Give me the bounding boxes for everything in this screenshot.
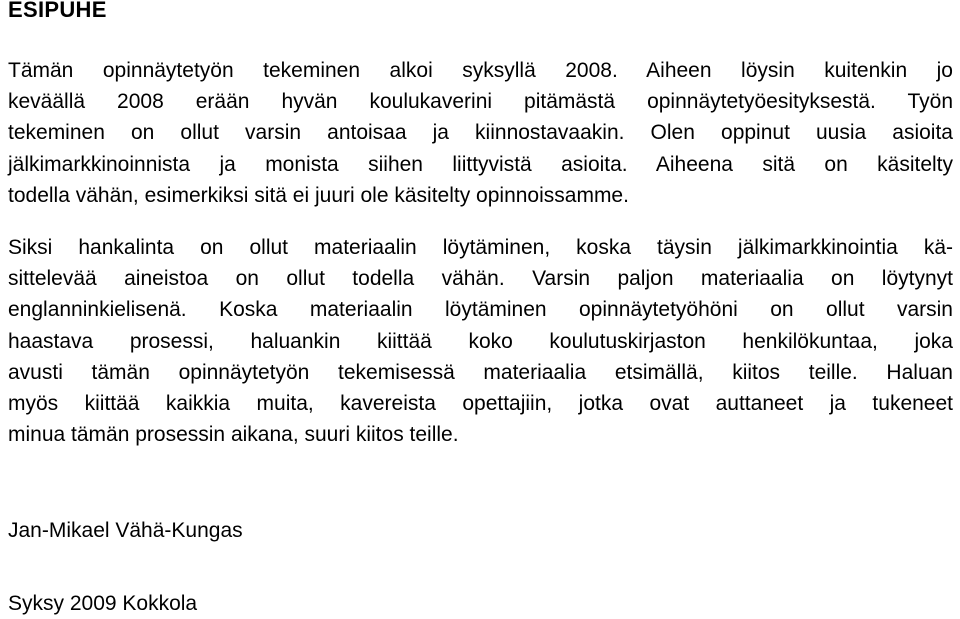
paragraph-line: minua tämän prosessin aikana, suuri kiitos teille. <box>8 423 459 447</box>
page-heading: ESIPUHE <box>8 0 107 22</box>
author-name: Jan-Mikael Vähä-Kungas <box>8 519 243 542</box>
paragraph-line: jälkimarkkinoinnista ja monista siihen liittyvistä asioita. Aiheena sitä on käsitelty <box>8 152 953 176</box>
paragraph-line: haastava prosessi, haluankin kiittää koko koulutuskirjaston henkilökuntaa, joka <box>8 329 953 353</box>
paragraph-line: keväällä 2008 erään hyvän koulukaverini pitämästä opinnäytetyöesityksestä. Työn <box>8 90 953 114</box>
paragraph-line: myös kiittää kaikkia muita, kavereista opettajiin, jotka ovat auttaneet ja tukeneet <box>8 392 953 416</box>
paragraph-line: Tämän opinnäytetyön tekeminen alkoi syksyllä 2008. Aiheen löysin kuitenkin jo <box>8 59 953 82</box>
preface-paragraph-1 <box>8 55 953 211</box>
paragraph-line: sittelevää aineistoa on ollut todella vähän. Varsin paljon materiaalia on löytynyt <box>8 267 953 291</box>
paragraph-line: englanninkielisenä. Koska materiaalin löytäminen opinnäytetyöhöni on ollut varsin <box>8 298 953 322</box>
paragraph-line: Siksi hankalinta on ollut materiaalin löytäminen, koska täysin jälkimarkkinointia kä- <box>8 236 953 259</box>
paragraph-line: todella vähän, esimerkiksi sitä ei juuri ole käsitelty opinnoissamme. <box>8 183 629 207</box>
date-place: Syksy 2009 Kokkola <box>8 592 198 615</box>
preface-paragraph-2 <box>8 232 953 450</box>
paragraph-line: tekeminen on ollut varsin antoisaa ja kiinnostavaakin. Olen oppinut uusia asioita <box>8 121 953 145</box>
paragraph-line: avusti tämän opinnäytetyön tekemisessä materiaalia etsimällä, kiitos teille. Haluan <box>8 360 953 384</box>
